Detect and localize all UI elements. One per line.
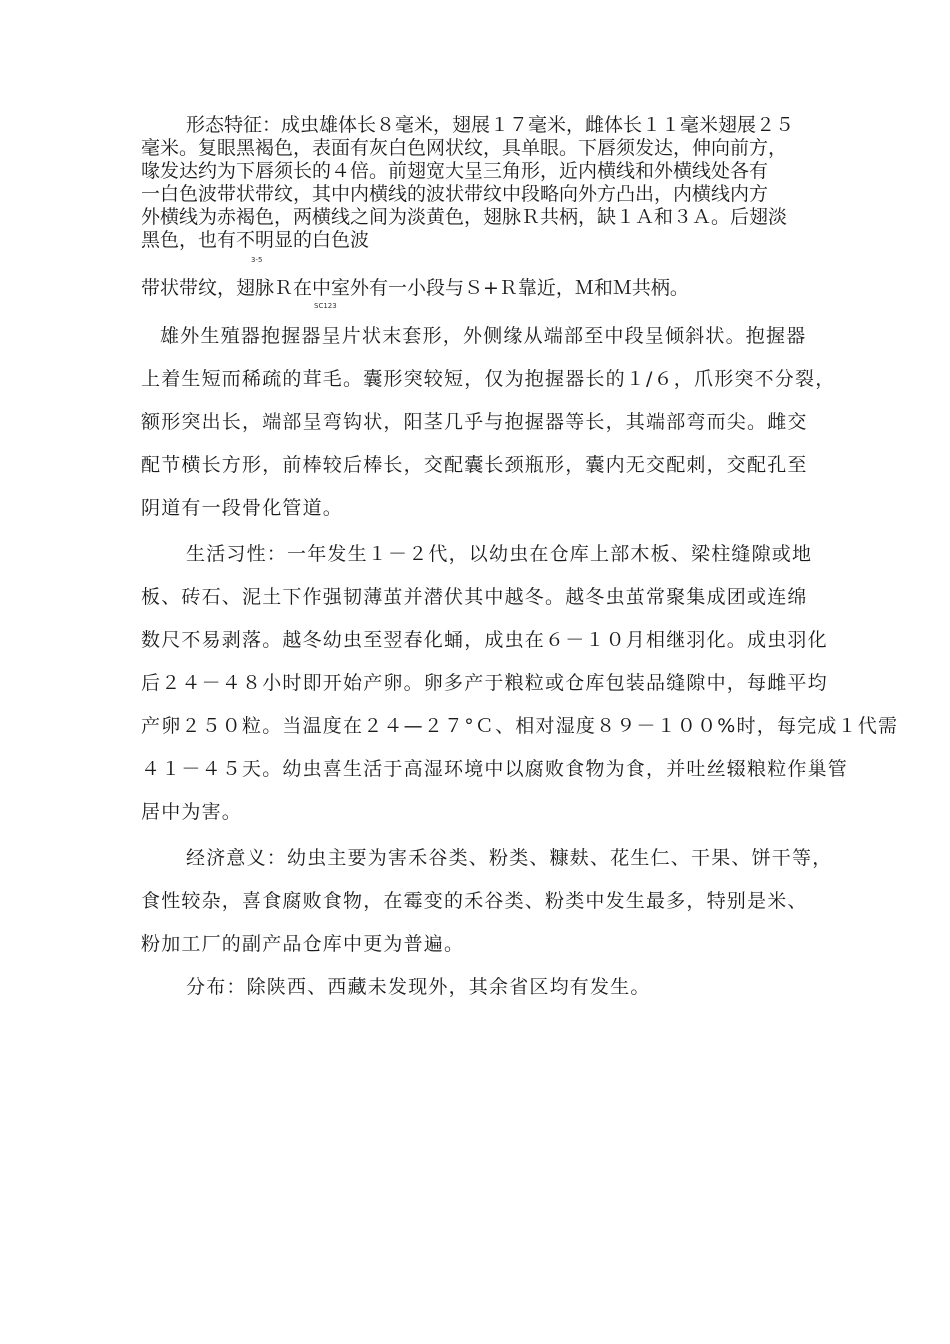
text-line: 形态特征：成虫雄体长８毫米，翅展１７毫米，雌体长１１毫米翅展２５ <box>186 114 795 136</box>
text-line: 数尺不易剥落。越冬幼虫至翌春化蛹，成虫在６－１０月相继羽化。成虫羽化 <box>141 629 828 651</box>
text-line: 一白色波带状带纹，其中内横线的波状带纹中段略向外方凸出，内横线内方 <box>141 183 769 205</box>
text-line: 分布：除陕西、西藏未发现外，其余省区均有发生。 <box>186 976 651 998</box>
text-line: 带状带纹，翅脉Ｒ在中室外有一小段与Ｓ+Ｒ靠近，Ｍ和Ｍ共柄。 <box>141 277 689 299</box>
text-line: 上着生短而稀疏的茸毛。囊形突较短，仅为抱握器长的１/６，爪形突不分裂， <box>141 368 836 390</box>
subscript-label: SC123 <box>314 302 337 310</box>
text-line: 雄外生殖器抱握器呈片状末套形，外侧缘从端部至中段呈倾斜状。抱握器 <box>160 325 807 347</box>
text-line: 产卵２５０粒。当温度在２４—２７°Ｃ、相对湿度８９－１００%时，每完成１代需 <box>141 715 899 737</box>
text-line: 生活习性：一年发生１－２代，以幼虫在仓库上部木板、梁柱缝隙或地 <box>186 543 813 565</box>
text-line: 后２４－４８小时即开始产卵。卵多产于粮粒或仓库包装品缝隙中，每雌平均 <box>141 672 828 694</box>
text-line: 食性较杂，喜食腐败食物，在霉变的禾谷类、粉类中发生最多，特别是米、 <box>141 890 808 912</box>
text-line: 板、砖石、泥土下作强韧薄茧并潜伏其中越冬。越冬虫茧常聚集成团或连绵 <box>141 586 808 608</box>
text-line: 毫米。复眼黑褐色，表面有灰白色网状纹，具单眼。下唇须发达，伸向前方， <box>141 137 788 159</box>
text-line: 居中为害。 <box>141 801 243 823</box>
text-line: 喙发达约为下唇须长的４倍。前翅宽大呈三角形，近内横线和外横线处各有 <box>141 160 769 182</box>
text-line: 阴道有一段骨化管道。 <box>141 497 344 519</box>
text-line: 额形突出长，端部呈弯钩状，阳茎几乎与抱握器等长，其端部弯而尖。雌交 <box>141 411 808 433</box>
subscript-label: 3-5 <box>251 256 263 264</box>
text-line: 经济意义：幼虫主要为害禾谷类、粉类、糠麸、花生仁、干果、饼干等， <box>186 847 833 869</box>
text-line: 配节横长方形，前棒较后棒长，交配囊长颈瓶形，囊内无交配刺，交配孔至 <box>141 454 808 476</box>
text-line: 粉加工厂的副产品仓库中更为普遍。 <box>141 933 465 955</box>
text-line: 外横线为赤褐色，两横线之间为淡黄色，翅脉Ｒ共柄，缺１Ａ和３Ａ。后翅淡 <box>141 206 788 228</box>
text-line: ４１－４５天。幼虫喜生活于高湿环境中以腐败食物为食，并吐丝辍粮粒作巢管 <box>141 758 849 780</box>
text-line: 黑色，也有不明显的白色波 <box>141 229 370 251</box>
